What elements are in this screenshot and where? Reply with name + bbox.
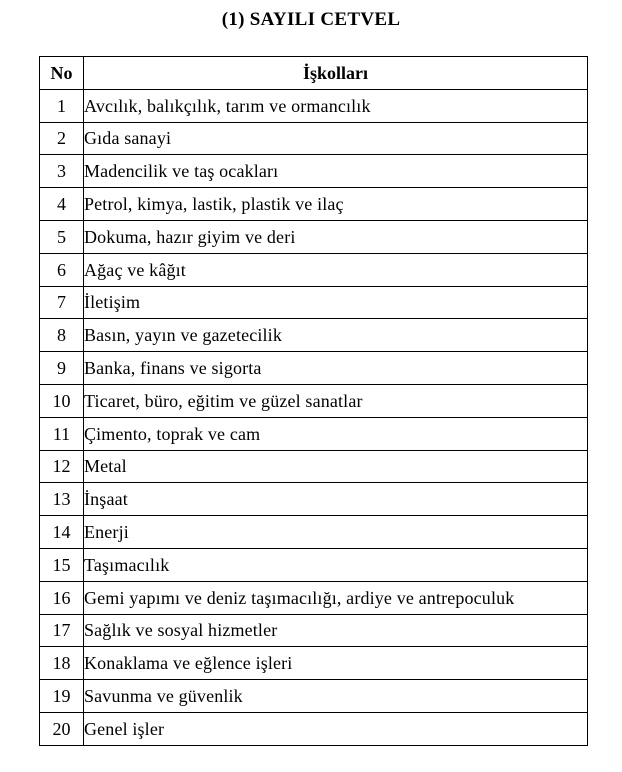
- table-row: [40, 352, 588, 385]
- iskolu-name: Genel işler: [84, 712, 588, 745]
- row-number: 18: [40, 647, 84, 680]
- iskollari-table: [39, 56, 588, 746]
- table-row: [40, 188, 588, 221]
- table-row: [40, 155, 588, 188]
- iskolu-name: Savunma ve güvenlik: [84, 680, 588, 713]
- table-row: [40, 483, 588, 516]
- table-row: [40, 680, 588, 713]
- table-row: [40, 516, 588, 549]
- iskolu-name: Enerji: [84, 516, 588, 549]
- row-number: 8: [40, 319, 84, 352]
- iskolu-name: Petrol, kimya, lastik, plastik ve ilaç: [84, 188, 588, 221]
- iskolu-name: Gemi yapımı ve deniz taşımacılığı, ardiye ve antrepoculuk: [84, 581, 588, 614]
- table-row: [40, 319, 588, 352]
- iskolu-name: Taşımacılık: [84, 548, 588, 581]
- row-number: 3: [40, 155, 84, 188]
- page-title: (1) SAYILI CETVEL: [221, 9, 401, 30]
- table-row: [40, 253, 588, 286]
- iskolu-name: Ticaret, büro, eğitim ve güzel sanatlar: [84, 384, 588, 417]
- table-row: [40, 417, 588, 450]
- iskolu-name: Dokuma, hazır giyim ve deri: [84, 220, 588, 253]
- iskolu-name: Konaklama ve eğlence işleri: [84, 647, 588, 680]
- iskolu-name: Basın, yayın ve gazetecilik: [84, 319, 588, 352]
- table-row: [40, 450, 588, 483]
- row-number: 4: [40, 188, 84, 221]
- row-number: 14: [40, 516, 84, 549]
- table-row: [40, 122, 588, 155]
- table-row: [40, 548, 588, 581]
- row-number: 9: [40, 352, 84, 385]
- row-number: 1: [40, 89, 84, 122]
- table-row: [40, 89, 588, 122]
- row-number: 5: [40, 220, 84, 253]
- iskolu-name: Gıda sanayi: [84, 122, 588, 155]
- row-number: 2: [40, 122, 84, 155]
- iskolu-name: Ağaç ve kâğıt: [84, 253, 588, 286]
- column-header-no: No: [40, 57, 84, 90]
- row-number: 16: [40, 581, 84, 614]
- table-body: [40, 89, 588, 745]
- table-header-row: [40, 57, 588, 90]
- row-number: 6: [40, 253, 84, 286]
- iskolu-name: İletişim: [84, 286, 588, 319]
- table-row: [40, 647, 588, 680]
- iskolu-name: İnşaat: [84, 483, 588, 516]
- row-number: 10: [40, 384, 84, 417]
- table-row: [40, 712, 588, 745]
- table-row: [40, 220, 588, 253]
- row-number: 11: [40, 417, 84, 450]
- iskolu-name: Madencilik ve taş ocakları: [84, 155, 588, 188]
- iskolu-name: Sağlık ve sosyal hizmetler: [84, 614, 588, 647]
- column-header-iskollari: İşkolları: [84, 57, 588, 90]
- table-row: [40, 384, 588, 417]
- row-number: 12: [40, 450, 84, 483]
- table-row: [40, 614, 588, 647]
- iskolu-name: Çimento, toprak ve cam: [84, 417, 588, 450]
- table-row: [40, 286, 588, 319]
- row-number: 19: [40, 680, 84, 713]
- iskolu-name: Banka, finans ve sigorta: [84, 352, 588, 385]
- row-number: 20: [40, 712, 84, 745]
- table-row: [40, 581, 588, 614]
- row-number: 15: [40, 548, 84, 581]
- iskolu-name: Avcılık, balıkçılık, tarım ve ormancılık: [84, 89, 588, 122]
- row-number: 7: [40, 286, 84, 319]
- row-number: 13: [40, 483, 84, 516]
- row-number: 17: [40, 614, 84, 647]
- iskolu-name: Metal: [84, 450, 588, 483]
